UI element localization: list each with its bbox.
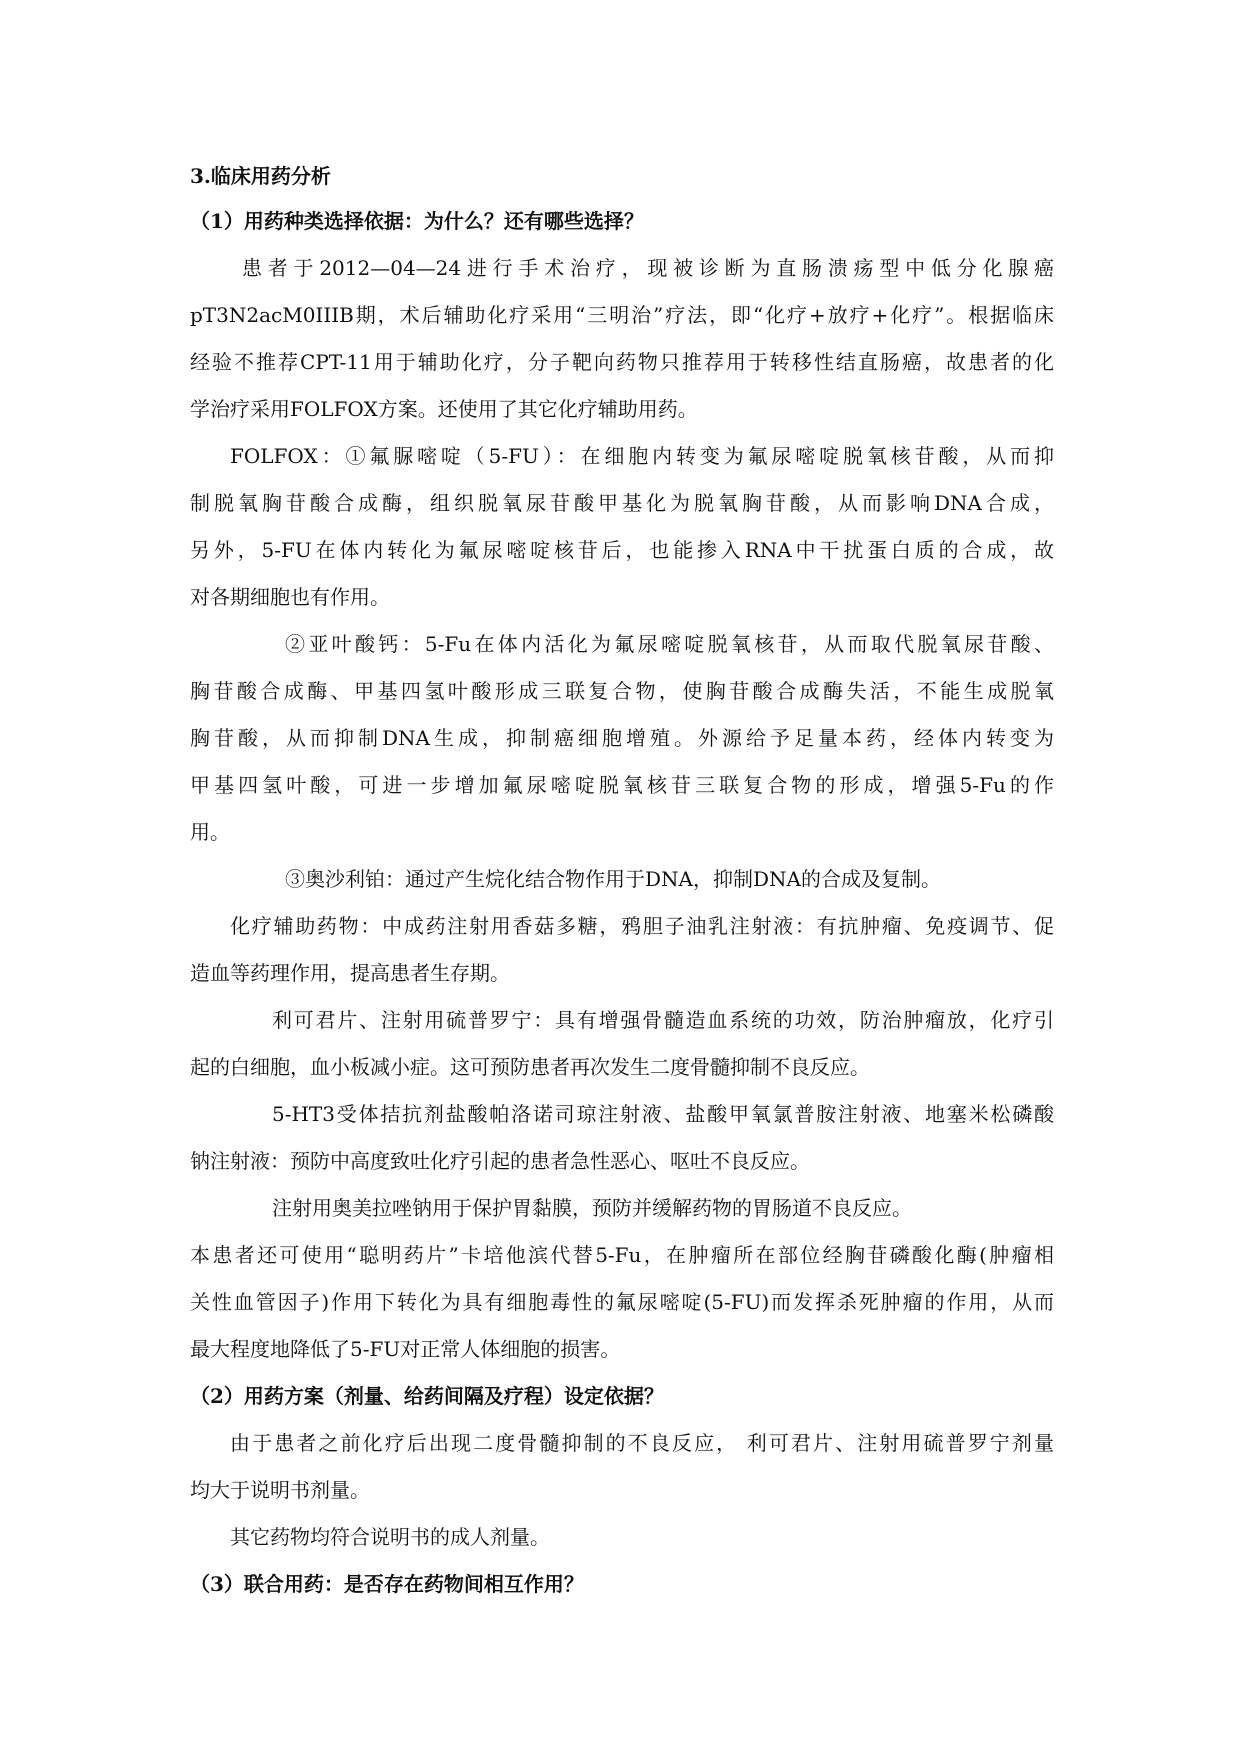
text-line: 由于患者之前化疗后出现二度骨髓抑制的不良反应， 利可君片、注射用硫普罗宁剂量 [230,1431,1054,1455]
text-line: 胸苷酸，从而抑制DNA生成，抑制癌细胞增殖。外源给予足量本药，经体内转变为 [190,726,1054,750]
text-line: 经验不推荐CPT-11用于辅助化疗，分子靶向药物只推荐用于转移性结直肠癌，故患者的化 [190,350,1054,374]
text-line: 另外，5-FU在体内转化为氟尿嘧啶核苷后，也能掺入RNA中干扰蛋白质的合成，故 [190,538,1054,562]
text-line: 患者于2012—04—24进行手术治疗，现被诊断为直肠溃疡型中低分化腺癌 [242,256,1054,280]
text-line: 其它药物均符合说明书的成人剂量。 [230,1525,550,1549]
text-line: 注射用奥美拉唑钠用于保护胃黏膜，预防并缓解药物的胃肠道不良反应。 [272,1196,912,1220]
text-line: 化疗辅助药物：中成药注射用香菇多糖，鸦胆子油乳注射液：有抗肿瘤、免疫调节、促 [230,914,1054,938]
text-line: 利可君片、注射用硫普罗宁：具有增强骨髓造血系统的功效，防治肿瘤放，化疗引 [272,1008,1054,1032]
text-line: 造血等药理作用，提高患者生存期。 [190,961,510,985]
text-line: 最大程度地降低了5-FU对正常人体细胞的损害。 [190,1337,621,1361]
text-line: 用。 [190,820,230,844]
section-heading: 3.临床用药分析 [190,164,331,188]
subsection-heading-3: （3）联合用药：是否存在药物间相互作用？ [190,1572,584,1596]
text-line: 5-HT3受体拮抗剂盐酸帕洛诺司琼注射液、盐酸甲氧氯普胺注射液、地塞米松磷酸 [272,1102,1054,1126]
text-line: 对各期细胞也有作用。 [190,585,390,609]
text-line: 甲基四氢叶酸，可进一步增加氟尿嘧啶脱氧核苷三联复合物的形成，增强5-Fu的作 [190,773,1054,797]
text-line: 均大于说明书剂量。 [190,1478,370,1502]
text-line: ③奥沙利铂：通过产生烷化结合物作用于DNA，抑制DNA的合成及复制。 [285,867,941,891]
text-line: 制脱氧胸苷酸合成酶，组织脱氧尿苷酸甲基化为脱氧胸苷酸，从而影响DNA合成， [190,491,1054,515]
text-line: 本患者还可使用“聪明药片”卡培他滨代替5-Fu，在肿瘤所在部位经胸苷磷酸化酶(肿瘤相 [190,1243,1054,1267]
text-line: 关性血管因子)作用下转化为具有细胞毒性的氟尿嘧啶(5-FU)而发挥杀死肿瘤的作用，从而 [190,1290,1054,1314]
text-line: FOLFOX：①氟脲嘧啶（5-FU）：在细胞内转变为氟尿嘧啶脱氧核苷酸，从而抑 [230,444,1054,468]
subsection-heading-1: （1）用药种类选择依据：为什么？还有哪些选择？ [190,209,644,233]
text-line: pT3N2acM0IIIB期，术后辅助化疗采用“三明治”疗法，即“化疗+放疗+化疗”。根据临床 [190,303,1054,327]
text-line: 钠注射液：预防中高度致吐化疗引起的患者急性恶心、呕吐不良反应。 [190,1149,810,1173]
text-line: 学治疗采用FOLFOX方案。还使用了其它化疗辅助用药。 [190,397,698,421]
text-line: 起的白细胞，血小板减小症。这可预防患者再次发生二度骨髓抑制不良反应。 [190,1055,870,1079]
subsection-heading-2: （2）用药方案（剂量、给药间隔及疗程）设定依据？ [190,1384,664,1408]
text-line: ②亚叶酸钙：5-Fu在体内活化为氟尿嘧啶脱氧核苷，从而取代脱氧尿苷酸、 [285,632,1054,656]
text-line: 胸苷酸合成酶、甲基四氢叶酸形成三联复合物，使胸苷酸合成酶失活，不能生成脱氧 [190,679,1054,703]
